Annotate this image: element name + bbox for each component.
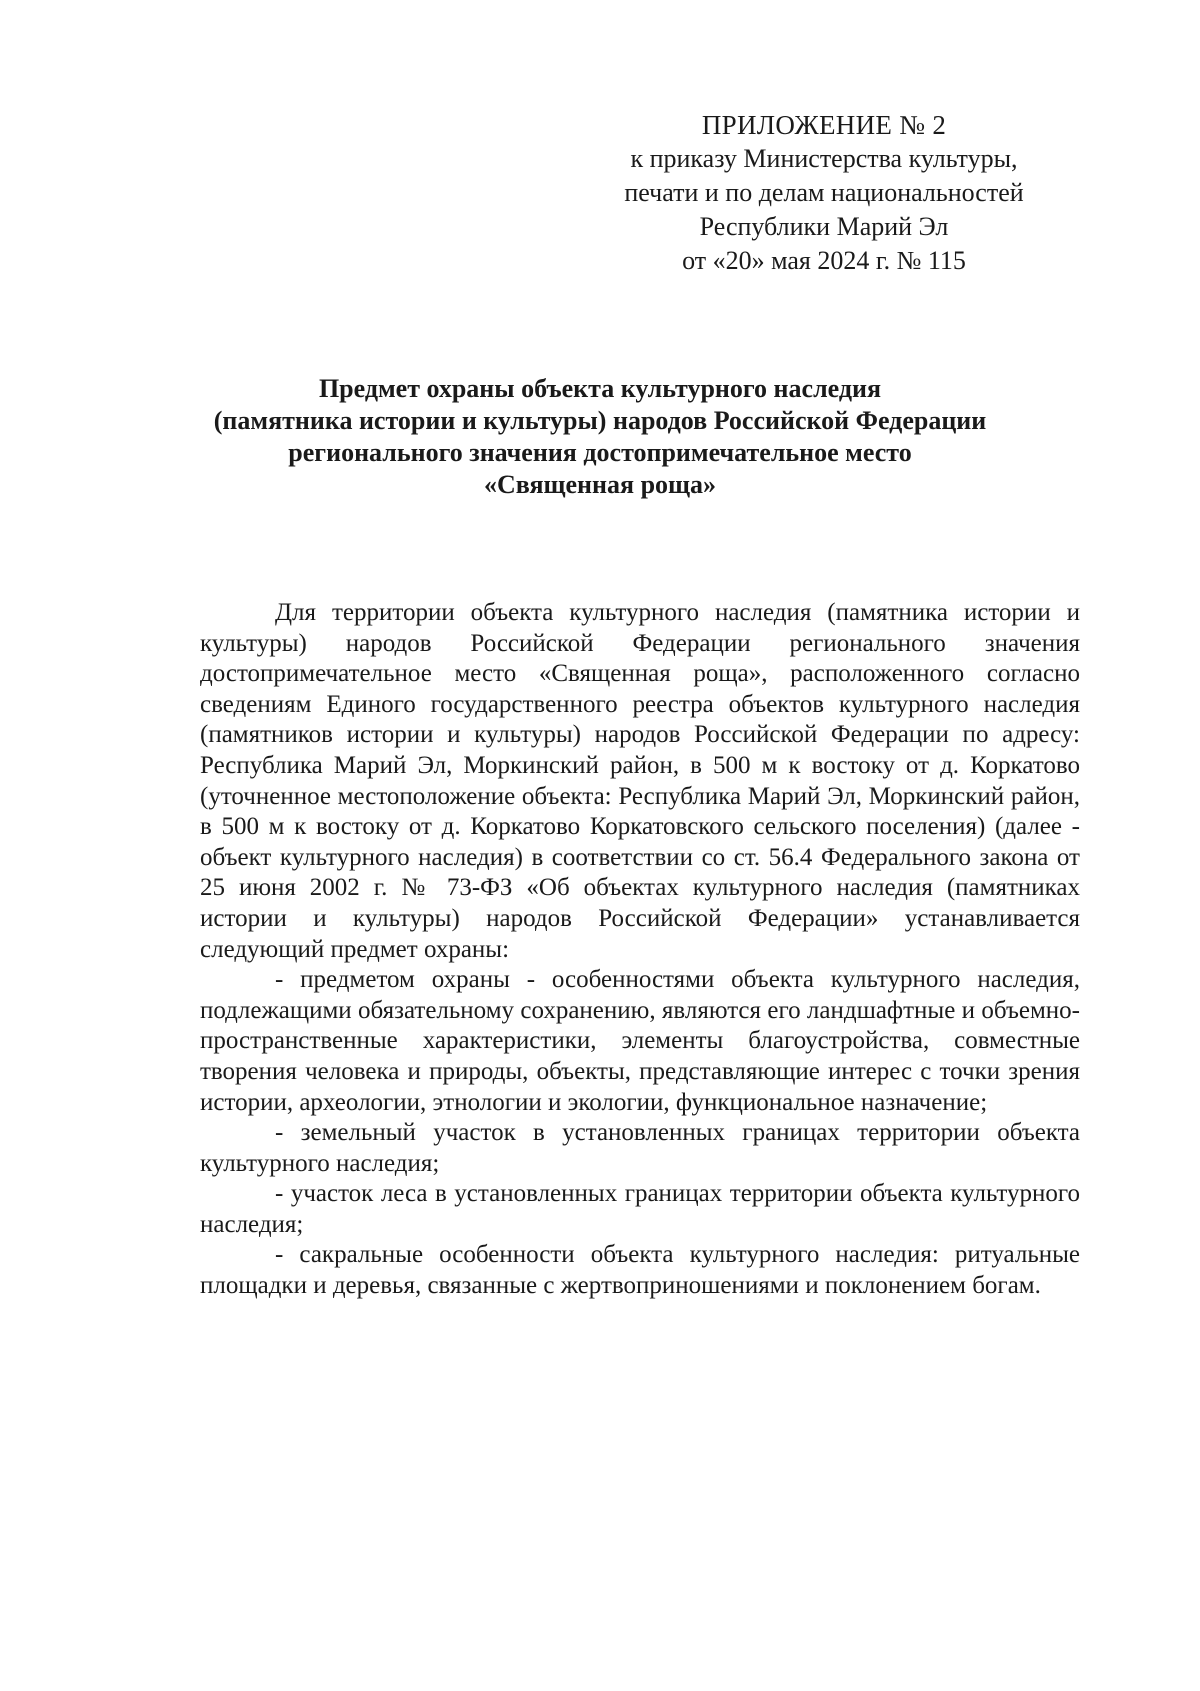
appendix-line-ministry: печати и по делам национальностей bbox=[624, 178, 1024, 207]
title-line-4: «Священная роща» bbox=[484, 470, 716, 499]
list-item: - участок леса в установленных границах территории объекта культурного наследия; bbox=[200, 1180, 1080, 1238]
title-line-2: (памятника истории и культуры) народов Российской Федерации bbox=[213, 406, 987, 435]
appendix-title: ПРИЛОЖЕНИЕ № 2 bbox=[701, 110, 947, 140]
list-item: - земельный участок в установленных границах территории объекта культурного наследия; bbox=[200, 1119, 1080, 1177]
appendix-line-republic: Республики Марий Эл bbox=[699, 212, 949, 241]
list-item: - сакральные особенности объекта культурного наследия: ритуальные площадки и деревья, связанные с жертвоприношениями и поклонением богам. bbox=[200, 1241, 1080, 1300]
intro-paragraph: Для территории объекта культурного наследия (памятника истории и культуры) народов Российской Федерации регионального значения достопримечательное место «Священная роща», расположенного согласно сведениям Единого государственного реестра объектов культурного наследия (памятников истории и культуры) народов Российской Федерации по адресу: Республика Марий Эл, Моркинский район, в 500 м к востоку от д. Коркатово (уточненное местоположение объекта: Республика Марий Эл, Моркинский район, в 500 м к востоку от д. Коркатово Коркатовского сельского поселения) (далее - объект культурного наследия) в соответствии со ст. 56.4 Федерального закона от 25 июня 2002 г. № 73-ФЗ «Об объектах культурного наследия (памятниках истории и культуры) народов Российской Федерации» устанавливается следующий предмет охраны: bbox=[200, 599, 1080, 963]
list-item: - предметом охраны - особенностями объекта культурного наследия, подлежащими обязательному сохранению, являются его ландшафтные и объемно-пространственные характеристики, элементы благоустройства, совместные творения человека и природы, объекты, представляющие интерес с точки зрения истории, археологии, этнологии и экологии, функциональное назначение; bbox=[200, 966, 1080, 1116]
title-line-3: регионального значения достопримечательное место bbox=[288, 438, 912, 467]
document-body bbox=[200, 598, 1080, 1302]
document-title bbox=[150, 373, 1050, 501]
appendix-line-date: от «20» мая 2024 г. № 115 bbox=[682, 246, 966, 275]
appendix-header bbox=[544, 108, 1104, 278]
appendix-line-order: к приказу Министерства культуры, bbox=[630, 144, 1018, 173]
title-line-1: Предмет охраны объекта культурного наследия bbox=[318, 374, 882, 403]
